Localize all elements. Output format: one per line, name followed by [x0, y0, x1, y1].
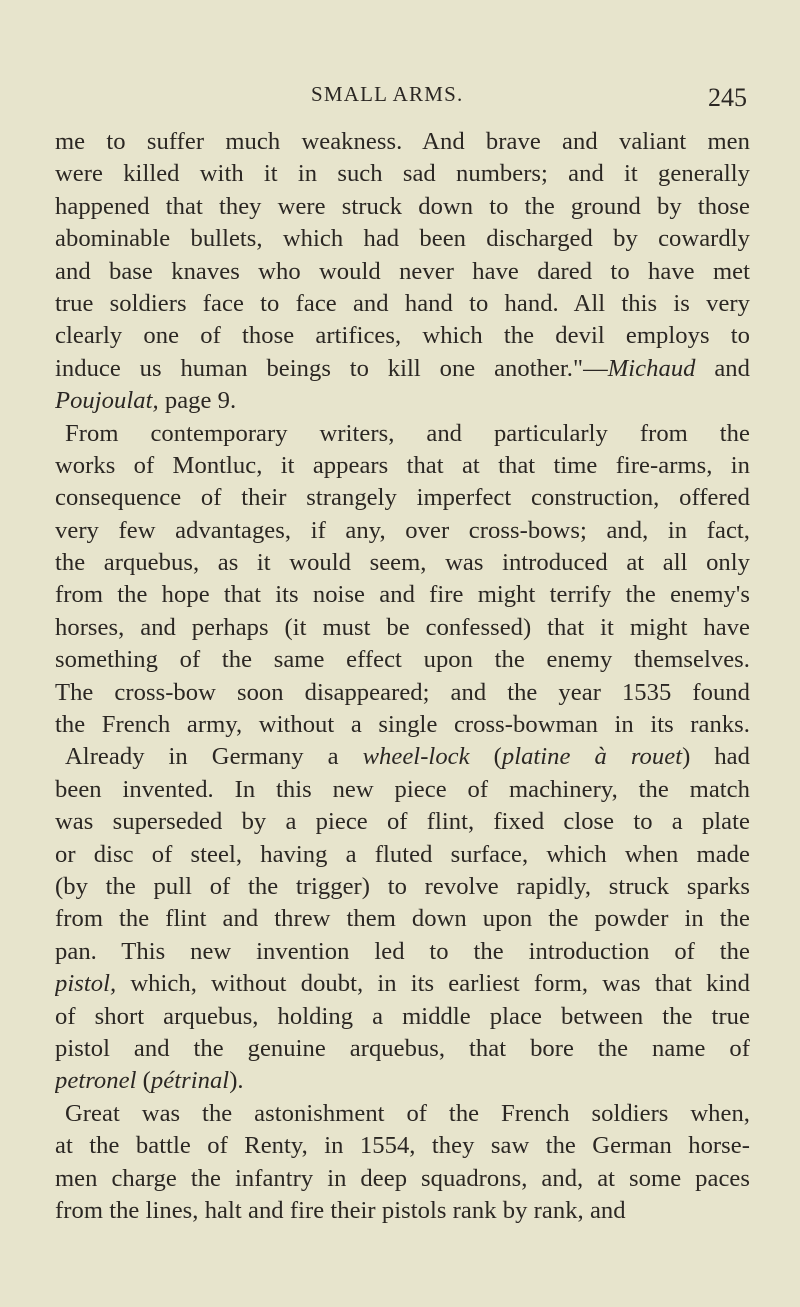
text-line	[55, 1033, 750, 1065]
text-line	[55, 288, 750, 320]
text-line	[55, 482, 750, 514]
italic-text: petronel	[55, 1067, 137, 1095]
text-line	[55, 547, 750, 579]
italic-text: pétrinal	[150, 1067, 230, 1095]
running-title: SMALL ARMS.	[311, 82, 464, 106]
italic-text: pistol,	[55, 970, 117, 998]
text-run: from the flint and threw them down upon the powder in the	[55, 905, 750, 933]
text-run: from the hope that its noise and fire might terrify the enemy's	[55, 581, 750, 609]
italic-text: platine à rouet	[501, 743, 683, 771]
text-line	[55, 1065, 750, 1097]
text-run: or disc of steel, having a fluted surface, which when made	[55, 840, 750, 868]
text-run: the arquebus, as it would seem, was introduced at all only	[55, 549, 750, 577]
italic-text: Poujoulat,	[55, 387, 159, 415]
text-run: happened that they were struck down to the ground by those	[55, 192, 750, 220]
text-run: which, without doubt, in its earliest form, was that kind	[116, 970, 750, 998]
text-line	[55, 126, 750, 158]
text-line	[55, 839, 750, 871]
text-run: and base knaves who would never have dared to have met	[55, 257, 750, 285]
italic-text: Michaud	[607, 354, 696, 382]
text-line	[55, 191, 750, 223]
text-line	[55, 1098, 750, 1130]
text-line	[55, 515, 750, 547]
text-run: Already in Germany a	[65, 743, 363, 771]
text-run: and	[695, 354, 750, 382]
text-run: me to suffer much weakness. And brave and valiant men	[55, 128, 750, 155]
running-head	[0, 82, 800, 122]
text-line	[55, 1130, 750, 1162]
text-run: from the lines, halt and fire their pistols rank by rank, and	[55, 1196, 626, 1224]
text-line	[55, 936, 750, 968]
text-run: From contemporary writers, and particularly from the	[65, 419, 750, 447]
text-line	[55, 256, 750, 288]
text-line	[55, 774, 750, 806]
text-run: clearly one of those artifices, which the devil employs to	[55, 322, 750, 350]
italic-text: wheel-lock	[362, 743, 470, 771]
text-run: The cross-bow soon disappeared; and the year 1535 found	[55, 678, 750, 706]
text-line	[55, 968, 750, 1000]
text-line	[55, 353, 750, 385]
text-line	[55, 903, 750, 935]
text-line	[55, 158, 750, 190]
text-run: was superseded by a piece of flint, fixed close to a plate	[55, 808, 750, 836]
text-line	[55, 450, 750, 482]
text-line	[55, 223, 750, 255]
text-run: true soldiers face to face and hand to hand. All this is very	[55, 289, 750, 317]
text-run: of short arquebus, holding a middle place between the true	[55, 1002, 750, 1030]
text-line	[55, 806, 750, 838]
text-run: were killed with it in such sad numbers; and it generally	[55, 160, 750, 188]
text-run: (by the pull of the trigger) to revolve rapidly, struck sparks	[55, 872, 750, 900]
text-run: ).	[229, 1067, 244, 1095]
text-line	[55, 320, 750, 352]
text-line	[55, 579, 750, 611]
text-line	[55, 741, 750, 773]
text-line	[55, 612, 750, 644]
text-run: men charge the infantry in deep squadrons, and, at some paces	[55, 1164, 750, 1192]
text-run: consequence of their strangely imperfect construction, offered	[55, 484, 750, 512]
text-run: Great was the astonishment of the French soldiers when,	[65, 1099, 750, 1127]
body-text	[55, 126, 750, 1227]
text-line	[55, 1001, 750, 1033]
text-run: (	[136, 1067, 151, 1095]
text-run: very few advantages, if any, over cross-bows; and, in fact,	[55, 516, 750, 544]
text-line	[55, 871, 750, 903]
text-run: been invented. In this new piece of machinery, the match	[55, 775, 750, 803]
text-line	[55, 644, 750, 676]
text-run: abominable bullets, which had been discharged by cowardly	[55, 225, 750, 253]
text-run: page 9.	[158, 387, 237, 415]
text-run: induce us human beings to kill one another."—	[55, 354, 608, 382]
text-line	[55, 1163, 750, 1195]
text-run: something of the same effect upon the enemy themselves.	[55, 646, 750, 674]
text-run: works of Montluc, it appears that at that time fire-arms, in	[55, 451, 750, 479]
text-line	[55, 709, 750, 741]
text-run: (	[469, 743, 502, 771]
text-run: the French army, without a single cross-bowman in its ranks.	[55, 711, 750, 739]
text-run: horses, and perhaps (it must be confessed) that it might have	[55, 613, 750, 641]
text-line	[55, 385, 750, 417]
text-line	[55, 677, 750, 709]
text-line	[55, 418, 750, 450]
text-run: ) had	[682, 743, 750, 771]
text-line	[55, 1195, 750, 1227]
text-run: pistol and the genuine arquebus, that bore the name of	[55, 1034, 750, 1062]
page-number: 245	[708, 83, 747, 112]
text-run: pan. This new invention led to the introduction of the	[55, 937, 750, 965]
text-run: at the battle of Renty, in 1554, they saw the German horse-	[55, 1132, 750, 1160]
